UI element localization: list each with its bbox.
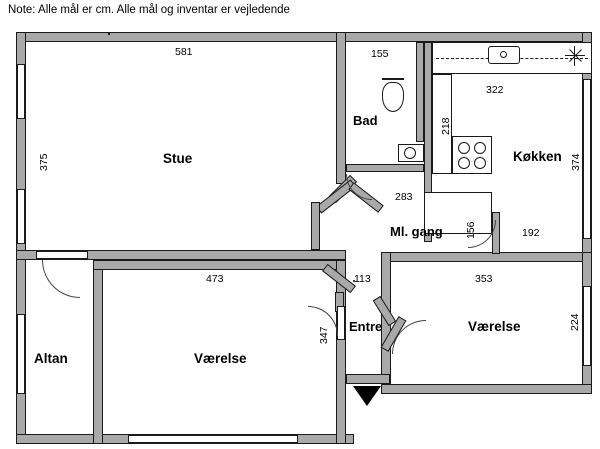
dim-stue-height: 375 (38, 153, 50, 171)
wall-entre-bottom (346, 374, 390, 384)
room-label-kokken: Køkken (513, 149, 562, 164)
wall-bad-right (416, 42, 424, 142)
wall-altan-right (93, 260, 103, 444)
toilet-icon (382, 82, 404, 112)
door-stue-altan[interactable] (36, 251, 88, 259)
wall-top (16, 32, 592, 42)
dim-vaerelse2-width: 353 (475, 273, 493, 285)
window-altan-left (17, 314, 25, 394)
stove-burner-2-icon (474, 142, 486, 154)
dim-vaerelse1-height: 347 (318, 326, 330, 344)
wall-hall-diag-3 (311, 202, 320, 250)
dim-bad-width: 155 (371, 48, 389, 60)
room-label-bad: Bad (353, 113, 378, 128)
dim-kokken-height: 374 (570, 153, 582, 171)
toilet-tank (382, 78, 404, 80)
dim-vaerelse2-height: 224 (569, 313, 581, 331)
bath-sink-basin-icon (404, 147, 416, 159)
room-label-stue: Stue (163, 151, 193, 166)
dim-bad-height: 218 (440, 117, 452, 135)
dim-ml-gang-right: 192 (522, 227, 540, 239)
plan-note: Note: Alle mål er cm. Alle mål og inventar er vejledende (8, 4, 290, 16)
kitchen-sink-drain-icon (500, 51, 507, 58)
stove-burner-4-icon (474, 157, 486, 169)
wall-vaerelse1-top (93, 260, 346, 270)
wall-stue-right (336, 32, 346, 184)
dim-stue-width: 581 (175, 46, 193, 58)
window-vaerelse2-right (583, 286, 591, 366)
wall-vaerelse2-bottom (381, 384, 592, 394)
stove-burner-3-icon (458, 157, 470, 169)
window-stue-left-1 (17, 64, 25, 119)
wall-mlgang-bottom (381, 252, 592, 262)
door-swing-mlgang-icon (346, 174, 372, 200)
window-kokken-right (583, 79, 591, 239)
window-stue-left-2 (17, 189, 25, 244)
window-stue-top (108, 33, 110, 35)
room-label-ml-gang: Ml. gang (390, 224, 443, 239)
dim-entre-width: 113 (354, 273, 371, 285)
dim-kokken-width: 322 (486, 84, 504, 96)
floor-plan (8, 24, 592, 444)
room-label-vaerelse-1: Værelse (194, 351, 247, 366)
stove-icon (452, 136, 492, 174)
door-vaerelse1[interactable] (337, 306, 345, 340)
room-label-altan: Altan (34, 351, 68, 366)
window-vaerelse1-bottom (128, 435, 298, 443)
stove-burner-1-icon (458, 142, 470, 154)
room-label-vaerelse-2: Værelse (468, 319, 521, 334)
room-label-entre: Entre (349, 319, 383, 334)
dim-ml-gang-width: 283 (395, 191, 413, 203)
door-swing-altan-icon (42, 260, 80, 298)
wall-bad-bottom (346, 164, 424, 172)
dim-ml-gang-height: 156 (465, 221, 477, 239)
wall-mlgang-right (492, 212, 500, 254)
kitchen-table-edge (424, 192, 492, 193)
entrance-arrow-icon (353, 386, 381, 406)
dim-vaerelse1-width: 473 (206, 273, 224, 285)
